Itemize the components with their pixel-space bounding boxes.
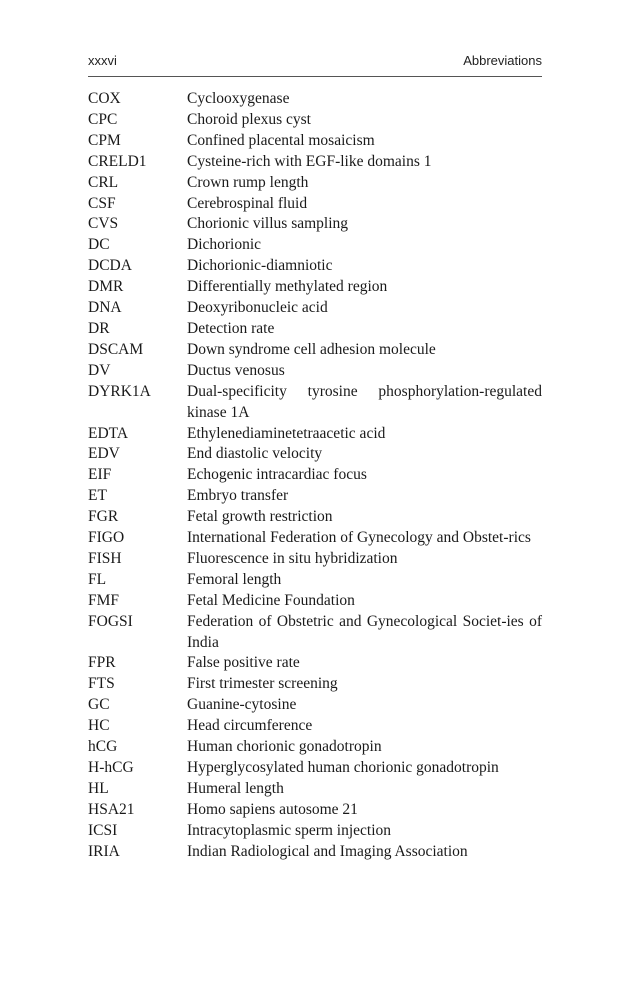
abbreviation-entry [88,758,542,779]
abbreviation-entry [88,465,542,486]
abbreviation-term: CRELD1 [88,152,147,170]
abbreviation-term: CPC [88,110,118,128]
abbreviation-definition: Homo sapiens autosome 21 [187,800,358,818]
abbreviation-definition: Chorionic villus sampling [187,215,349,233]
abbreviation-term: DCDA [88,257,132,275]
running-title: Abbreviations [463,53,542,68]
abbreviation-term: DC [88,236,110,254]
abbreviation-term: CVS [88,215,119,233]
abbreviation-entry [88,89,542,110]
abbreviation-definition: End diastolic velocity [187,445,323,463]
abbreviation-definition: Ethylenediaminetetraacetic acid [187,424,386,442]
abbreviation-term: EIF [88,466,112,484]
abbreviation-term: H-hCG [88,759,134,776]
abbreviation-term: ET [88,487,107,505]
abbreviation-definition: Down syndrome cell adhesion molecule [187,340,436,358]
abbreviation-entry [88,653,542,674]
abbreviation-term: HC [88,717,110,735]
abbreviation-entry [88,340,542,361]
abbreviation-entry [88,152,542,173]
abbreviation-definition: Fetal growth restriction [187,508,333,526]
abbreviation-entry [88,528,542,549]
abbreviation-definition: Embryo transfer [187,487,289,505]
abbreviation-term: CSF [88,194,116,212]
abbreviation-entry [88,194,542,215]
abbreviation-definition: Dichorionic-diamniotic [187,257,333,275]
abbreviation-term: DSCAM [88,340,144,358]
abbreviation-entry [88,486,542,507]
abbreviation-entry [88,361,542,382]
abbreviation-term: FISH [88,549,122,567]
abbreviation-term: EDV [88,445,120,463]
abbreviation-term: HL [88,779,109,797]
abbreviation-definition: Cyclooxygenase [187,90,290,107]
abbreviation-definition: Crown rump length [187,173,309,191]
abbreviation-entry [88,444,542,465]
abbreviation-definition: Femoral length [187,570,282,588]
abbreviation-definition: Human chorionic gonadotropin [187,738,382,756]
abbreviation-list [88,89,542,863]
abbreviation-term: CRL [88,173,119,191]
abbreviation-term: DMR [88,278,124,296]
abbreviation-term: DV [88,361,111,379]
abbreviation-entry [88,256,542,277]
abbreviation-definition: Cerebrospinal fluid [187,194,308,212]
abbreviation-term: IRIA [88,842,120,860]
abbreviation-term: FMF [88,591,120,609]
abbreviation-entry [88,591,542,612]
abbreviation-definition: First trimester screening [187,675,338,693]
abbreviation-term: DNA [88,299,122,317]
abbreviation-definition: Ductus venosus [187,361,285,379]
abbreviation-entry [88,612,542,654]
abbreviation-term: FGR [88,508,119,526]
abbreviation-definition: Fluorescence in situ hybridization [187,549,398,567]
abbreviation-entry [88,110,542,131]
abbreviation-definition: Head circumference [187,717,313,735]
abbreviation-definition: Choroid plexus cyst [187,110,311,128]
abbreviation-term: FIGO [88,529,125,547]
abbreviation-entry [88,842,542,863]
abbreviation-entry [88,570,542,591]
abbreviation-entry [88,737,542,758]
abbreviation-term: ICSI [88,821,118,839]
abbreviation-entry [88,507,542,528]
abbreviation-definition: Dual-specificity tyrosine phosphorylation-regulated kinase 1A [187,382,542,421]
abbreviation-entry [88,298,542,319]
abbreviation-definition: Detection rate [187,319,275,337]
abbreviation-definition: Confined placental mosaicism [187,131,375,149]
abbreviation-definition: Indian Radiological and Imaging Association [187,842,468,860]
abbreviation-entry [88,235,542,256]
abbreviation-term: EDTA [88,424,129,442]
abbreviation-entry [88,277,542,298]
abbreviation-entry [88,214,542,235]
abbreviation-entry [88,424,542,445]
abbreviation-entry [88,716,542,737]
abbreviation-definition: Cysteine-rich with EGF-like domains 1 [187,152,432,170]
abbreviation-entry [88,173,542,194]
abbreviation-term: FL [88,570,107,588]
abbreviation-entry [88,821,542,842]
abbreviation-entry [88,382,542,424]
abbreviation-term: FTS [88,675,115,693]
abbreviation-entry [88,800,542,821]
abbreviation-term: hCG [88,738,118,756]
abbreviation-term: GC [88,696,110,714]
abbreviation-entry [88,674,542,695]
abbreviation-term: COX [88,90,121,107]
abbreviation-definition: Echogenic intracardiac focus [187,466,367,484]
abbreviation-definition: Federation of Obstetric and Gynecological Societ-ies of India [187,612,542,651]
abbreviation-term: DR [88,319,110,337]
abbreviation-entry [88,549,542,570]
running-header [88,50,542,77]
abbreviation-definition: Fetal Medicine Foundation [187,591,355,609]
abbreviation-term: FPR [88,654,116,672]
abbreviation-entry [88,131,542,152]
abbreviation-definition: Intracytoplasmic sperm injection [187,821,392,839]
abbreviation-definition: Differentially methylated region [187,278,388,296]
abbreviation-term: DYRK1A [88,382,151,400]
abbreviation-entry [88,319,542,340]
abbreviation-definition: Dichorionic [187,236,262,254]
abbreviation-entry [88,779,542,800]
abbreviation-definition: International Federation of Gynecology and Obstet-rics [187,529,531,547]
abbreviation-definition: False positive rate [187,654,300,672]
abbreviation-definition: Deoxyribonucleic acid [187,299,328,317]
abbreviation-definition: Humeral length [187,779,284,797]
abbreviation-entry [88,695,542,716]
abbreviation-term: CPM [88,131,121,149]
abbreviation-definition: Guanine-cytosine [187,696,297,714]
page-number: xxxvi [88,53,117,68]
abbreviation-term: HSA21 [88,800,135,818]
abbreviation-definition: Hyperglycosylated human chorionic gonadotropin [187,759,499,776]
abbreviation-term: FOGSI [88,612,133,630]
